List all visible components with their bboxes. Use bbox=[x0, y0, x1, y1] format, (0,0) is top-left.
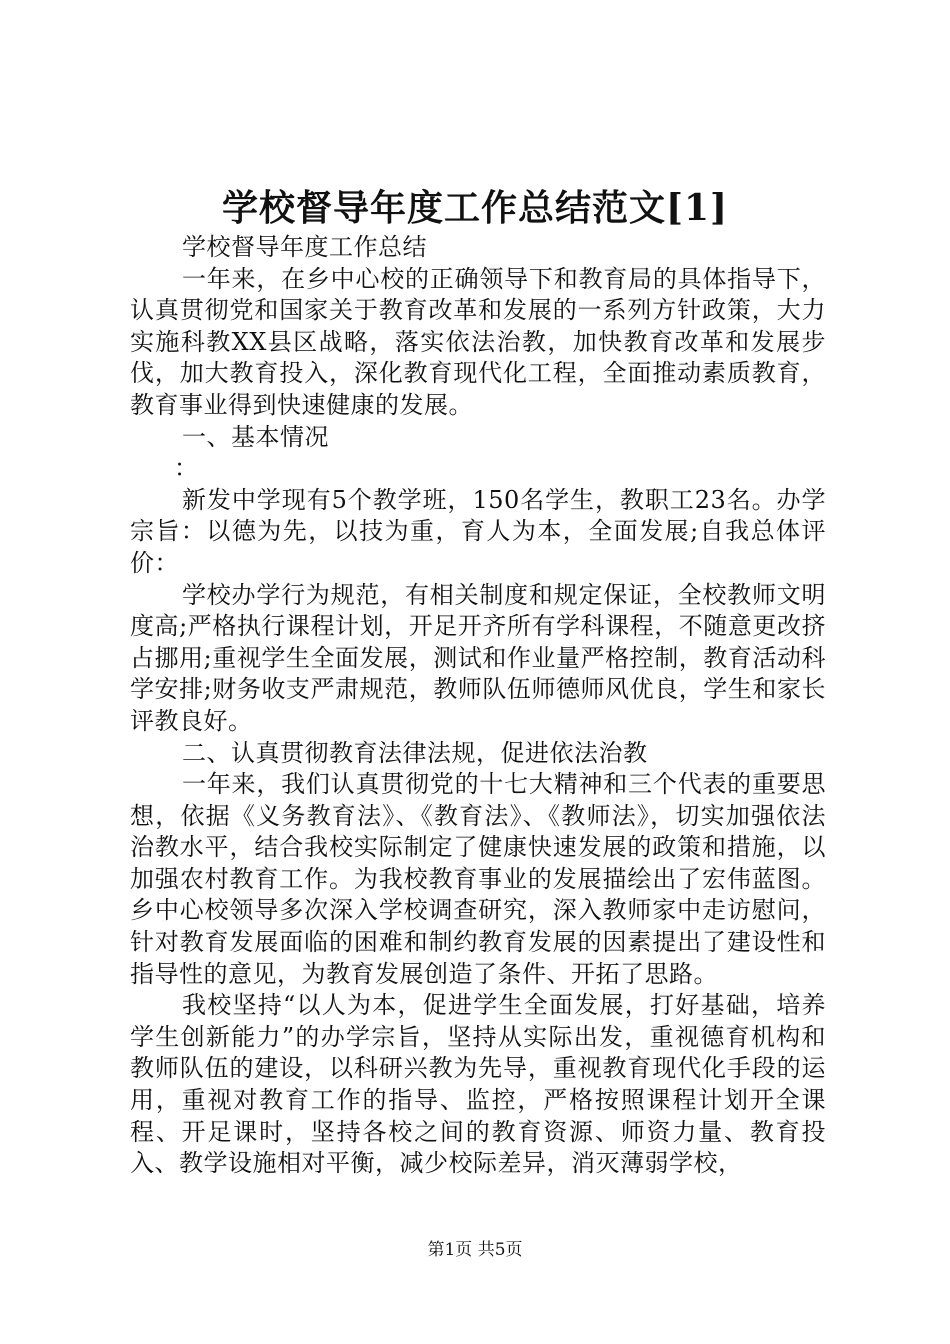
law-paragraph: 一年来，我们认真贯彻党的十七大精神和三个代表的重要思想，依据《义务教育法》、《教育法》、《教师法》，切实加强依法治教水平，结合我校实际制定了健康快速发展的政策和措施，以加强农村教育工作。为我校教育事业的发展描绘出了宏伟蓝图。乡中心校领导多次深入学校调查研究，深入教师家中走访慰问，针对教育发展面临的困难和制约教育发展的因素提出了建设性和指导性的意见，为教育发展创造了条件、开拓了思路。 bbox=[130, 770, 826, 988]
philosophy-paragraph: 我校坚持“以人为本，促进学生全面发展，打好基础，培养学生创新能力”的办学宗旨，坚持从实际出发，重视德育机构和教师队伍的建设，以科研兴教为先导，重视教育现代化手段的运用，重视对教育工作的指导、监控，严格按照课程计划开全课程、开足课时，坚持各校之间的教育资源、师资力量、教育投入、教学设施相对平衡，减少校际差异，消灭薄弱学校， bbox=[130, 991, 826, 1178]
school-overview-paragraph: 新发中学现有5个教学班，150名学生，教职工23名。办学宗旨：以德为先，以技为重，育人为本，全面发展;自我总体评价： bbox=[130, 485, 826, 577]
document-title: 学校督导年度工作总结范文[1] bbox=[221, 187, 729, 229]
section-heading-basic: 一、基本情况 bbox=[182, 422, 329, 451]
school-conduct-paragraph: 学校办学行为规范，有相关制度和规定保证，全校教师文明度高;严格执行课程计划，开足开齐所有学科课程，不随意更改挤占挪用;重视学生全面发展，测试和作业量严格控制，教育活动科学安排;财务收支严肃规范，教师队伍师德师风优良，学生和家长评教良好。 bbox=[130, 580, 826, 735]
colon-line: ： bbox=[174, 454, 199, 483]
page-footer: 第1页 共5页 bbox=[427, 1240, 523, 1260]
subtitle-paragraph: 学校督导年度工作总结 bbox=[182, 233, 427, 261]
document-body bbox=[130, 232, 826, 1180]
intro-paragraph: 一年来，在乡中心校的正确领导下和教育局的具体指导下，认真贯彻党和国家关于教育改革和发展的一系列方针政策，大力实施科教XX县区战略，落实依法治教，加快教育改革和发展步伐，加大教育投入，深化教育现代化工程，全面推动素质教育，教育事业得到快速健康的发展。 bbox=[130, 264, 826, 419]
section-heading-law: 二、认真贯彻教育法律法规，促进依法治教 bbox=[182, 738, 648, 767]
